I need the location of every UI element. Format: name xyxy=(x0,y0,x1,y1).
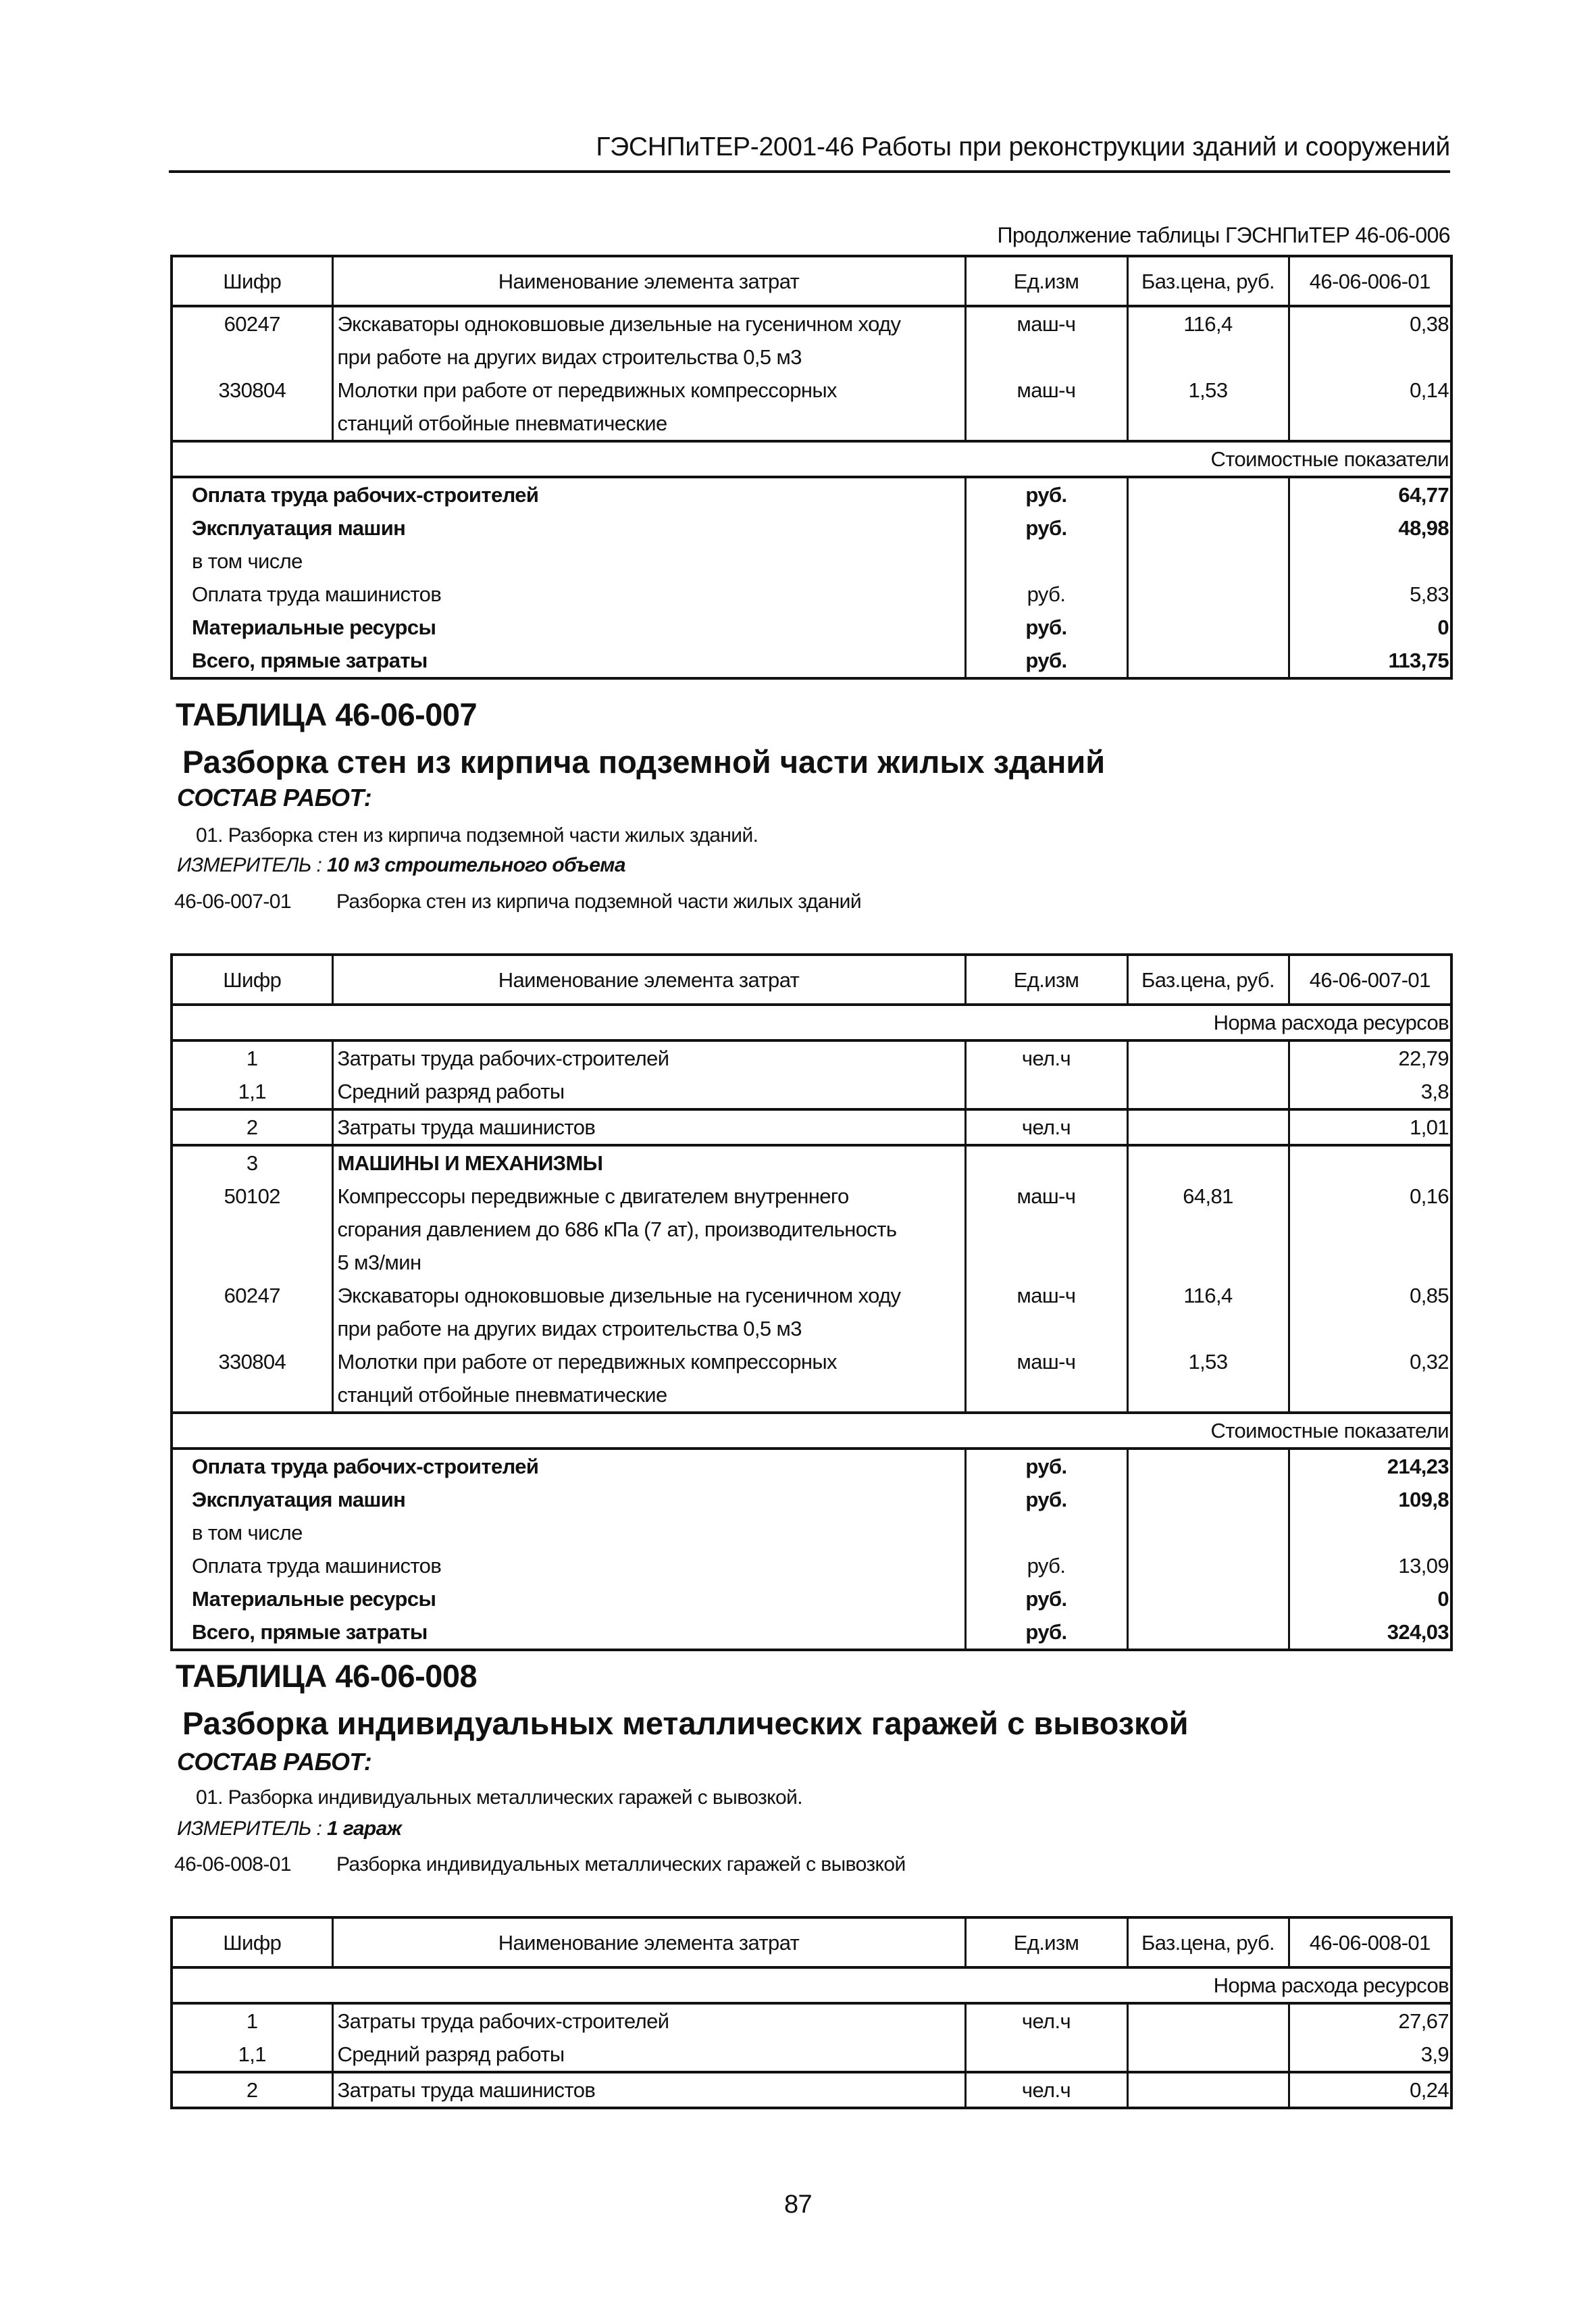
section-label: Норма расхода ресурсов xyxy=(1213,1973,1449,1997)
meter xyxy=(177,854,625,877)
unit-cell: маш-ч xyxy=(965,1345,1127,1413)
cost-row xyxy=(172,611,1451,644)
table-heading: ТАБЛИЦА 46-06-008 xyxy=(176,1658,478,1694)
code-cell: 330804 xyxy=(218,378,286,402)
section-label: Стоимостные показатели xyxy=(1210,1419,1449,1442)
work-step: 01. Разборка стен из кирпича подземной части жилых зданий. xyxy=(196,824,758,847)
header-code: Шифр xyxy=(223,1930,282,1955)
value-cell: 0,38 xyxy=(1289,306,1451,374)
price-cell xyxy=(1127,1109,1289,1145)
unit-cell: руб. xyxy=(965,578,1127,611)
price-cell xyxy=(1127,545,1289,578)
value-cell: 3,8 xyxy=(1289,1075,1451,1109)
name-cell: Экскаваторы одноковшовые дизельные на гусеничном ходу при работе на других видах строительства 0,5 м3 xyxy=(332,1279,965,1345)
header-row xyxy=(172,256,1451,306)
unit-cell: руб. xyxy=(965,1615,1127,1650)
price-cell: 116,4 xyxy=(1127,1279,1289,1345)
header-item-code: 46-06-007-01 xyxy=(1289,955,1451,1005)
table-row xyxy=(172,1075,1451,1109)
header-code: Шифр xyxy=(223,269,282,293)
header-rule xyxy=(169,170,1450,173)
running-header: ГЭСНПиТЕР-2001-46 Работы при реконструкции зданий и сооружений xyxy=(596,132,1450,161)
value-cell: 113,75 xyxy=(1289,644,1451,678)
cost-name-cell: Оплата труда машинистов xyxy=(192,582,442,606)
cost-row xyxy=(172,545,1451,578)
unit-cell: чел.ч xyxy=(965,1040,1127,1075)
name-cell: Экскаваторы одноковшовые дизельные на гусеничном ходу при работе на других видах строительства 0,5 м3 xyxy=(332,306,965,374)
unit-cell: маш-ч xyxy=(965,1180,1127,1279)
cost-row xyxy=(172,477,1451,511)
resource-table-46-06-007 xyxy=(170,953,1453,1651)
name-cell: Молотки при работе от передвижных компрессорных станций отбойные пневматические xyxy=(332,374,965,441)
name-cell: Молотки при работе от передвижных компрессорных станций отбойные пневматические xyxy=(332,1345,965,1413)
unit-cell: чел.ч xyxy=(965,1109,1127,1145)
table-row xyxy=(172,1040,1451,1075)
name-cell: Компрессоры передвижные с двигателем внутреннего сгорания давлением до 686 кПа (7 ат), производительность 5 м3/мин xyxy=(332,1180,965,1279)
cost-row xyxy=(172,1516,1451,1549)
section-label-row xyxy=(172,1967,1451,2003)
price-cell xyxy=(1127,644,1289,678)
code-cell: 330804 xyxy=(218,1350,286,1374)
name-cell: Средний разряд работы xyxy=(332,1075,965,1109)
cost-name-cell: Всего, прямые затраты xyxy=(192,649,428,672)
unit-cell xyxy=(965,1075,1127,1109)
value-cell: 214,23 xyxy=(1289,1449,1451,1483)
table-row xyxy=(172,1109,1451,1145)
meter-label: ИЗМЕРИТЕЛЬ : xyxy=(177,1817,322,1840)
value-cell: 0,24 xyxy=(1289,2072,1451,2108)
item-name: Разборка индивидуальных металлических гаражей с вывозкой xyxy=(336,1853,906,1876)
cost-name-cell: в том числе xyxy=(192,549,303,573)
header-price: Баз.цена, руб. xyxy=(1127,955,1289,1005)
cost-row xyxy=(172,1615,1451,1650)
table-row xyxy=(172,1345,1451,1413)
value-cell: 0,32 xyxy=(1289,1345,1451,1413)
meter-value: 10 м3 строительного объема xyxy=(327,854,625,876)
unit-cell: руб. xyxy=(965,477,1127,511)
work-title: Разборка стен из кирпича подземной части жилых зданий xyxy=(182,744,1106,780)
price-cell xyxy=(1127,1145,1289,1180)
unit-cell: чел.ч xyxy=(965,2072,1127,2108)
price-cell xyxy=(1127,1040,1289,1075)
header-code: Шифр xyxy=(223,967,282,992)
header-row xyxy=(172,1917,1451,1967)
header-unit: Ед.изм xyxy=(965,955,1127,1005)
name-cell: Затраты труда машинистов xyxy=(332,2072,965,2108)
section-label-row xyxy=(172,441,1451,477)
cost-row xyxy=(172,511,1451,545)
price-cell: 64,81 xyxy=(1127,1180,1289,1279)
value-cell: 13,09 xyxy=(1289,1549,1451,1582)
price-cell: 116,4 xyxy=(1127,306,1289,374)
value-cell: 27,67 xyxy=(1289,2003,1451,2038)
code-cell: 1 xyxy=(246,1047,258,1070)
composition-label: СОСТАВ РАБОТ: xyxy=(177,784,372,811)
value-cell: 64,77 xyxy=(1289,477,1451,511)
cost-name-cell: Материальные ресурсы xyxy=(192,615,436,639)
code-cell: 60247 xyxy=(224,312,280,336)
unit-cell xyxy=(965,1145,1127,1180)
value-cell xyxy=(1289,1145,1451,1180)
name-cell: Затраты труда машинистов xyxy=(332,1109,965,1145)
unit-cell: руб. xyxy=(965,1582,1127,1615)
unit-cell: руб. xyxy=(965,1449,1127,1483)
code-cell: 50102 xyxy=(224,1184,280,1208)
table-row xyxy=(172,1180,1451,1279)
unit-cell: руб. xyxy=(965,1549,1127,1582)
header-unit: Ед.изм xyxy=(965,256,1127,306)
cost-name-cell: Оплата труда рабочих-строителей xyxy=(192,1455,539,1478)
unit-cell: маш-ч xyxy=(965,1279,1127,1345)
unit-cell xyxy=(965,1516,1127,1549)
price-cell xyxy=(1127,611,1289,644)
cost-name-cell: Материальные ресурсы xyxy=(192,1587,436,1611)
value-cell: 109,8 xyxy=(1289,1483,1451,1516)
code-cell: 2 xyxy=(246,2078,258,2102)
price-cell xyxy=(1127,2003,1289,2038)
header-unit: Ед.изм xyxy=(965,1917,1127,1967)
header-name: Наименование элемента затрат xyxy=(332,955,965,1005)
composition-label: СОСТАВ РАБОТ: xyxy=(177,1748,372,1776)
value-cell: 0 xyxy=(1289,611,1451,644)
value-cell: 0,14 xyxy=(1289,374,1451,441)
value-cell: 48,98 xyxy=(1289,511,1451,545)
page-number: 87 xyxy=(783,2190,813,2219)
unit-cell: руб. xyxy=(965,644,1127,678)
section-label: Норма расхода ресурсов xyxy=(1213,1011,1449,1034)
price-cell xyxy=(1127,1549,1289,1582)
price-cell xyxy=(1127,578,1289,611)
name-cell: Средний разряд работы xyxy=(332,2038,965,2072)
section-label-row xyxy=(172,1005,1451,1040)
value-cell: 1,01 xyxy=(1289,1109,1451,1145)
cost-name-cell: Эксплуатация машин xyxy=(192,516,406,540)
header-row xyxy=(172,955,1451,1005)
table-row xyxy=(172,2003,1451,2038)
value-cell: 0 xyxy=(1289,1582,1451,1615)
price-cell xyxy=(1127,511,1289,545)
cost-name-cell: Оплата труда машинистов xyxy=(192,1554,442,1578)
cost-row xyxy=(172,644,1451,678)
unit-cell xyxy=(965,2038,1127,2072)
code-cell: 1,1 xyxy=(238,1080,266,1103)
continuation-note: Продолжение таблицы ГЭСНПиТЕР 46-06-006 xyxy=(997,223,1450,247)
name-cell: МАШИНЫ И МЕХАНИЗМЫ xyxy=(332,1145,965,1180)
resource-table-46-06-006 xyxy=(170,255,1453,680)
cost-row xyxy=(172,1582,1451,1615)
cost-name-cell: в том числе xyxy=(192,1521,303,1544)
header-price: Баз.цена, руб. xyxy=(1127,256,1289,306)
name-cell: Затраты труда рабочих-строителей xyxy=(332,2003,965,2038)
table-row xyxy=(172,306,1451,374)
cost-row xyxy=(172,1449,1451,1483)
code-cell: 60247 xyxy=(224,1284,280,1307)
price-cell xyxy=(1127,1615,1289,1650)
item-code: 46-06-008-01 xyxy=(174,1853,291,1876)
cost-name-cell: Эксплуатация машин xyxy=(192,1488,406,1511)
meter-label: ИЗМЕРИТЕЛЬ : xyxy=(177,854,322,876)
value-cell xyxy=(1289,545,1451,578)
unit-cell: руб. xyxy=(965,611,1127,644)
cost-name-cell: Всего, прямые затраты xyxy=(192,1620,428,1644)
table-row xyxy=(172,1279,1451,1345)
table-row xyxy=(172,1145,1451,1180)
work-step: 01. Разборка индивидуальных металлических гаражей с вывозкой. xyxy=(196,1786,802,1809)
resource-table-46-06-008 xyxy=(170,1916,1453,2109)
price-cell xyxy=(1127,2072,1289,2108)
item-line xyxy=(174,890,861,913)
section-label: Стоимостные показатели xyxy=(1210,447,1449,471)
table-row xyxy=(172,374,1451,441)
code-cell: 1,1 xyxy=(238,2042,266,2066)
table-heading: ТАБЛИЦА 46-06-007 xyxy=(176,697,478,732)
value-cell xyxy=(1289,1516,1451,1549)
price-cell xyxy=(1127,477,1289,511)
header-name: Наименование элемента затрат xyxy=(332,256,965,306)
unit-cell: маш-ч xyxy=(965,306,1127,374)
table-row xyxy=(172,2038,1451,2072)
meter-value: 1 гараж xyxy=(327,1817,402,1840)
header-item-code: 46-06-008-01 xyxy=(1289,1917,1451,1967)
price-cell xyxy=(1127,1516,1289,1549)
price-cell xyxy=(1127,1582,1289,1615)
header-name: Наименование элемента затрат xyxy=(332,1917,965,1967)
value-cell: 3,9 xyxy=(1289,2038,1451,2072)
value-cell: 22,79 xyxy=(1289,1040,1451,1075)
code-cell: 3 xyxy=(246,1151,258,1175)
value-cell: 0,16 xyxy=(1289,1180,1451,1279)
price-cell xyxy=(1127,1449,1289,1483)
unit-cell: чел.ч xyxy=(965,2003,1127,2038)
unit-cell: маш-ч xyxy=(965,374,1127,441)
code-cell: 1 xyxy=(246,2009,258,2033)
item-line xyxy=(174,1853,906,1876)
section-label-row xyxy=(172,1413,1451,1449)
price-cell xyxy=(1127,1483,1289,1516)
work-title: Разборка индивидуальных металлических гаражей с вывозкой xyxy=(182,1705,1189,1741)
table-row xyxy=(172,2072,1451,2108)
code-cell: 2 xyxy=(246,1115,258,1139)
name-cell: Затраты труда рабочих-строителей xyxy=(332,1040,965,1075)
cost-row xyxy=(172,578,1451,611)
unit-cell: руб. xyxy=(965,511,1127,545)
header-item-code: 46-06-006-01 xyxy=(1289,256,1451,306)
unit-cell xyxy=(965,545,1127,578)
value-cell: 5,83 xyxy=(1289,578,1451,611)
cost-row xyxy=(172,1549,1451,1582)
price-cell: 1,53 xyxy=(1127,374,1289,441)
meter xyxy=(177,1817,401,1840)
unit-cell: руб. xyxy=(965,1483,1127,1516)
cost-name-cell: Оплата труда рабочих-строителей xyxy=(192,483,539,507)
price-cell xyxy=(1127,2038,1289,2072)
value-cell: 0,85 xyxy=(1289,1279,1451,1345)
item-code: 46-06-007-01 xyxy=(174,890,291,913)
price-cell: 1,53 xyxy=(1127,1345,1289,1413)
value-cell: 324,03 xyxy=(1289,1615,1451,1650)
header-price: Баз.цена, руб. xyxy=(1127,1917,1289,1967)
item-name: Разборка стен из кирпича подземной части жилых зданий xyxy=(336,890,861,913)
price-cell xyxy=(1127,1075,1289,1109)
cost-row xyxy=(172,1483,1451,1516)
